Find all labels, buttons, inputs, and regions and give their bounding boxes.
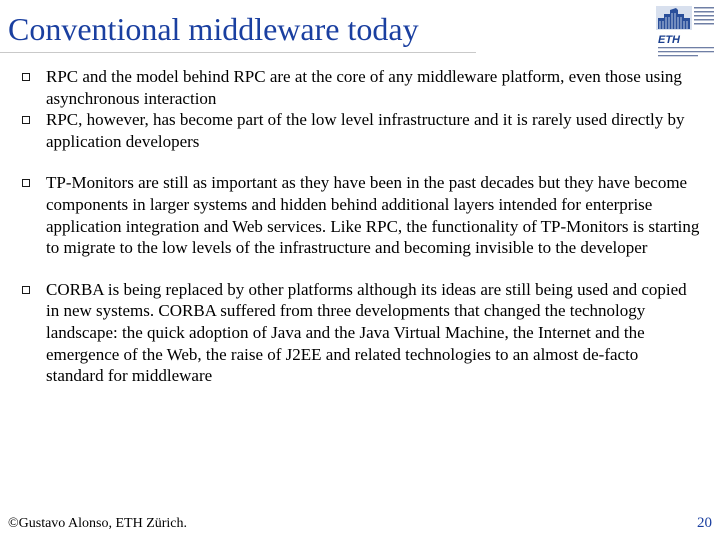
bullet-item: [22, 66, 702, 109]
bullet-item: [22, 279, 702, 387]
checkbox-bullet-icon: [22, 116, 30, 124]
footer-author: ©Gustavo Alonso, ETH Zürich.: [8, 516, 188, 531]
eth-logo-icon: [654, 4, 716, 58]
bullet-text: RPC, however, has become part of the low level infrastructure and it is rarely used directly by application developers: [46, 110, 685, 151]
bullet-text: TP-Monitors are still as important as they have been in the past decades but they have become components in larger systems and hidden behind additional layers intended for enterprise application integration and Web services. Like RPC, the functionality of TP-Monitors is starting to migrate to the low levels of the infrastructure and becoming invisible to the developer: [46, 173, 700, 258]
eth-wordmark: ETH: [658, 34, 680, 46]
bullet-item: [22, 109, 702, 152]
checkbox-bullet-icon: [22, 73, 30, 81]
title-divider: [0, 52, 476, 53]
page-number: 20: [697, 515, 712, 531]
bullet-text: CORBA is being replaced by other platforms although its ideas are still being used and copied in new systems. CORBA suffered from three developments that changed the technology landscape: the quick adoption of Java and the Java Virtual Machine, the Internet and the emergence of the Web, the raise of J2EE and related technologies to an almost de-facto standard for middleware: [46, 279, 687, 386]
bullet-item: [22, 172, 702, 258]
bullet-text: RPC and the model behind RPC are at the core of any middleware platform, even those using asynchronous interaction: [46, 67, 682, 108]
bullet-list: [22, 66, 702, 387]
checkbox-bullet-icon: [22, 179, 30, 187]
slide-title: Conventional middleware today: [8, 11, 419, 47]
checkbox-bullet-icon: [22, 286, 30, 294]
